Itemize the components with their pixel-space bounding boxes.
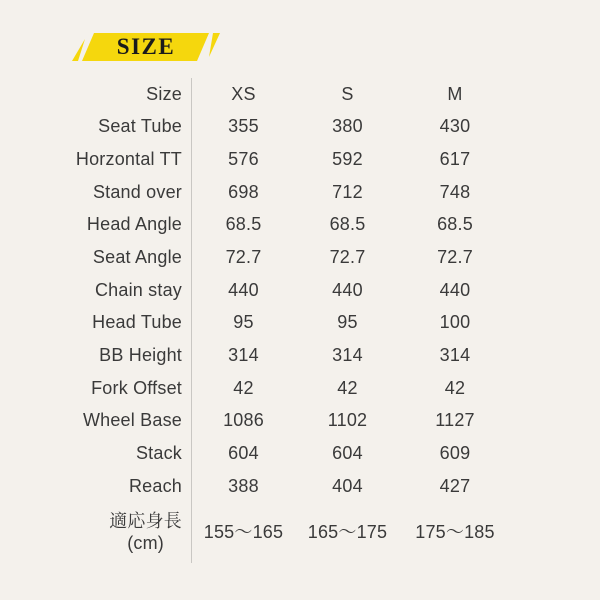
table-row [0,274,510,307]
cell-value: 175〜185 [415,522,495,543]
row-label: Seat Angle [0,241,192,274]
row-label: Wheel Base [0,405,192,438]
cell-value: 440 [332,279,363,300]
cell-value: 1102 [327,410,368,431]
cell-value: 748 [439,181,471,202]
column-header-m: M [447,83,463,104]
table-row [0,340,510,373]
table-row [0,176,510,209]
cell-value: 42 [337,377,358,398]
table-row [0,372,510,405]
table-row [0,241,510,274]
cell-value: 592 [332,148,363,169]
cell-value: 100 [439,312,471,333]
row-label: Seat Tube [0,111,192,144]
cell-value: 314 [332,345,363,366]
table-header-row [0,78,510,111]
cell-value: 427 [439,475,471,496]
cell-value: 1127 [435,410,475,431]
cell-value: 165〜175 [307,522,388,543]
cell-value: 72.7 [329,246,366,267]
cell-value: 380 [332,116,363,137]
cell-value: 576 [228,148,259,169]
cell-value: 604 [332,443,363,464]
row-label: Stand over [0,176,192,209]
cell-value: 1086 [223,410,264,431]
cell-value: 712 [332,181,363,202]
row-label-line1: 適応身長 [109,511,182,532]
table-row [0,209,510,242]
size-badge-graphic [70,32,220,62]
cell-value: 314 [439,345,471,366]
cell-value: 604 [228,443,259,464]
row-label: Reach [0,470,192,503]
cell-value: 95 [233,312,254,333]
cell-value: 95 [337,312,358,333]
cell-value: 698 [228,181,259,202]
size-badge [70,32,220,62]
size-table-body [0,111,510,563]
row-label [0,503,192,563]
cell-value: 388 [228,475,259,496]
row-label: Stack [0,438,192,471]
column-header-s: S [341,83,354,104]
cell-value: 155〜165 [203,522,284,543]
column-header-xs: XS [231,83,256,104]
badge-left-accent [72,39,85,61]
cell-value: 314 [228,345,259,366]
cell-value: 355 [228,116,259,137]
cell-value: 617 [439,148,471,169]
badge-label: SIZE [116,34,176,59]
cell-value: 68.5 [437,214,473,235]
cell-value: 430 [439,116,471,137]
row-label: Head Angle [0,209,192,242]
badge-right-accent [209,33,220,57]
cell-value: 42 [233,377,254,398]
row-label: BB Height [0,340,192,373]
row-label: Fork Offset [0,372,192,405]
cell-value: 609 [439,443,471,464]
table-row [0,470,510,503]
cell-value: 68.5 [329,214,366,235]
cell-value: 68.5 [225,214,262,235]
table-row [0,143,510,176]
header-size-label: Size [0,78,192,111]
table-row [0,307,510,340]
cell-value: 72.7 [225,246,262,267]
table-row [0,438,510,471]
row-label: Horzontal TT [0,143,192,176]
cell-value: 72.7 [437,246,473,267]
table-row [0,405,510,438]
size-table [0,78,510,563]
cell-value: 440 [228,279,259,300]
cell-value: 404 [332,475,363,496]
table-row [0,111,510,144]
row-label: Chain stay [0,274,192,307]
row-label: Head Tube [0,307,192,340]
cell-value: 42 [444,377,466,398]
table-row [0,503,510,563]
row-label-line2: (cm) [127,532,164,553]
cell-value: 440 [439,279,471,300]
